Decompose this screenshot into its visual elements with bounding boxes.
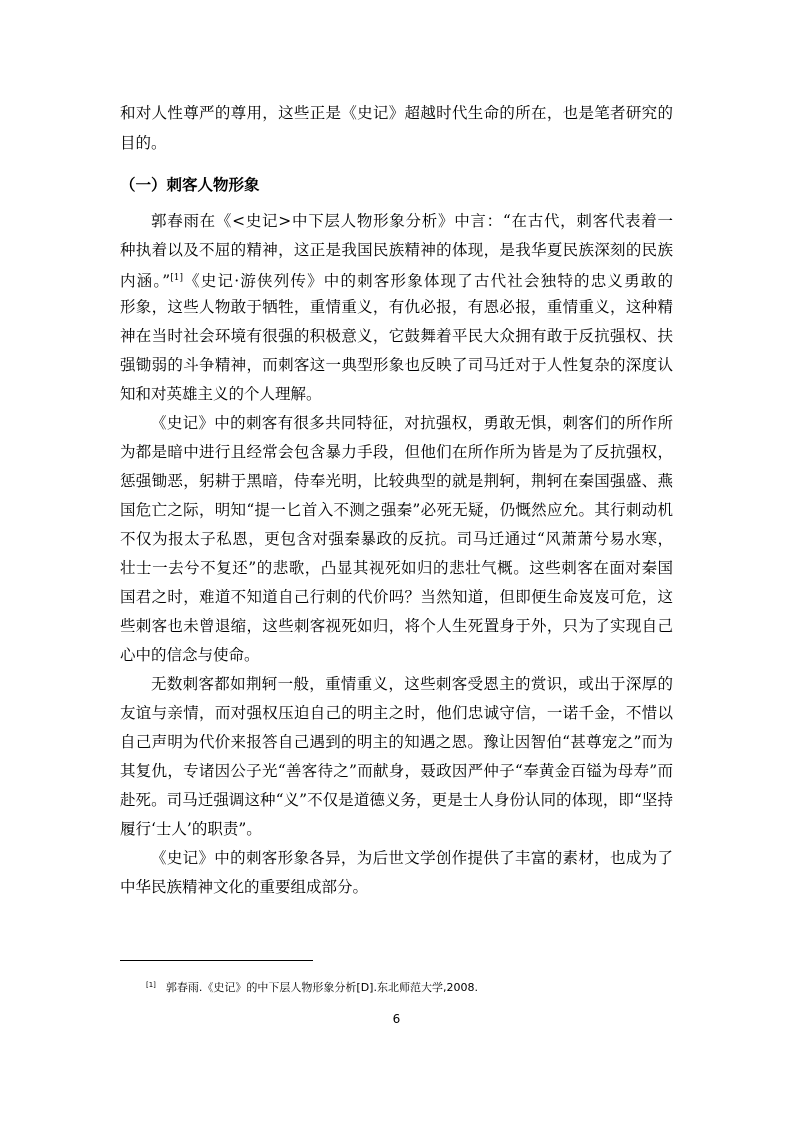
body-line: 《史记》中的刺客有很多共同特征，对抗强权，勇敢无惧，刺客们的所作所 bbox=[151, 414, 673, 432]
body-line: 些刺客也未曾退缩，这些刺客视死如归，将个人生死置身于外，只为了实现自己 bbox=[120, 617, 673, 635]
section-heading: （一）刺客人物形象 bbox=[120, 176, 260, 194]
body-line: 种执着以及不屈的精神，这正是我国民族精神的体现，是我华夏民族深刻的民族 bbox=[120, 241, 673, 259]
body-line: 壮士一去兮不复还”的悲歌，凸显其视死如归的悲壮气概。这些刺客在面对秦国 bbox=[120, 559, 673, 577]
body-line: 履行‘士人’的职责”。 bbox=[120, 820, 262, 838]
body-line: 目的。 bbox=[120, 134, 167, 152]
footnote-divider bbox=[120, 960, 313, 961]
body-text: 《史记·游侠列传》中的刺客形象体现了古代社会独特的忠义勇敢的 bbox=[182, 272, 673, 290]
body-line: 国危亡之际，明知“提一匕首入不测之强秦”必死无疑，仍慨然应允。其行刺动机 bbox=[120, 501, 673, 519]
quote-end: 内涵。” bbox=[120, 272, 171, 290]
footnote bbox=[146, 978, 478, 995]
citation-mark: [1] bbox=[170, 273, 183, 283]
body-line: 心中的信念与使命。 bbox=[120, 646, 260, 664]
body-line: 无数刺客都如荆轲一般，重情重义，这些刺客受恩主的赏识，或出于深厚的 bbox=[151, 675, 673, 693]
body-line: 郭春雨在《<史记>中下层人物形象分析》中言：“在古代，刺客代表着一 bbox=[151, 212, 673, 230]
page-number: 6 bbox=[392, 1012, 401, 1026]
body-line: 为都是暗中进行且经常会包含暴力手段，但他们在所作所为皆是为了反抗强权， bbox=[120, 443, 673, 461]
body-line: 强锄弱的斗争精神，而刺客这一典型形象也反映了司马迁对于人性复杂的深度认 bbox=[120, 356, 673, 374]
body-line: 中华民族精神文化的重要组成部分。 bbox=[120, 878, 369, 896]
body-line: 神在当时社会环境有很强的积极意义，它鼓舞着平民大众拥有敢于反抗强权、扶 bbox=[120, 327, 673, 345]
body-line: 其复仇，专诸因公子光“善客待之”而献身，聂政因严仲子“奉黄金百镒为母寿”而 bbox=[120, 762, 673, 780]
body-line: 知和对英雄主义的个人理解。 bbox=[120, 385, 322, 403]
footnote-text: 郭春雨.《史记》的中下层人物形象分析[D].东北师范大学,2008. bbox=[165, 981, 478, 994]
body-line: 国君之时，难道不知道自己行刺的代价吗？当然知道，但即便生命岌岌可危，这 bbox=[120, 588, 673, 606]
body-line: 惩强锄恶，躬耕于黑暗，侍奉光明，比较典型的就是荆轲，荆轲在秦国强盛、燕 bbox=[120, 472, 673, 490]
body-line: 不仅为报太子私恩，更包含对强秦暴政的反抗。司马迁通过“风萧萧兮易水寒， bbox=[120, 530, 673, 548]
body-line: 和对人性尊严的尊用，这些正是《史记》超越时代生命的所在，也是笔者研究的 bbox=[120, 104, 673, 122]
body-line-with-citation bbox=[120, 268, 673, 291]
body-line: 赴死。司马迁强调这种“义”不仅是道德义务，更是士人身份认同的体现，即“坚持 bbox=[120, 791, 673, 809]
body-line: 友谊与亲情，而对强权压迫自己的明主之时，他们忠诚守信，一诺千金，不惜以 bbox=[120, 704, 673, 722]
body-line: 《史记》中的刺客形象各异，为后世文学创作提供了丰富的素材，也成为了 bbox=[151, 849, 673, 867]
body-line: 自己声明为代价来报答自己遇到的明主的知遇之恩。豫让因智伯“甚尊宠之”而为 bbox=[120, 733, 673, 751]
footnote-mark: [1] bbox=[146, 981, 156, 989]
body-line: 形象，这些人物敢于牺牲，重情重义，有仇必报，有恩必报，重情重义，这种精 bbox=[120, 298, 673, 316]
